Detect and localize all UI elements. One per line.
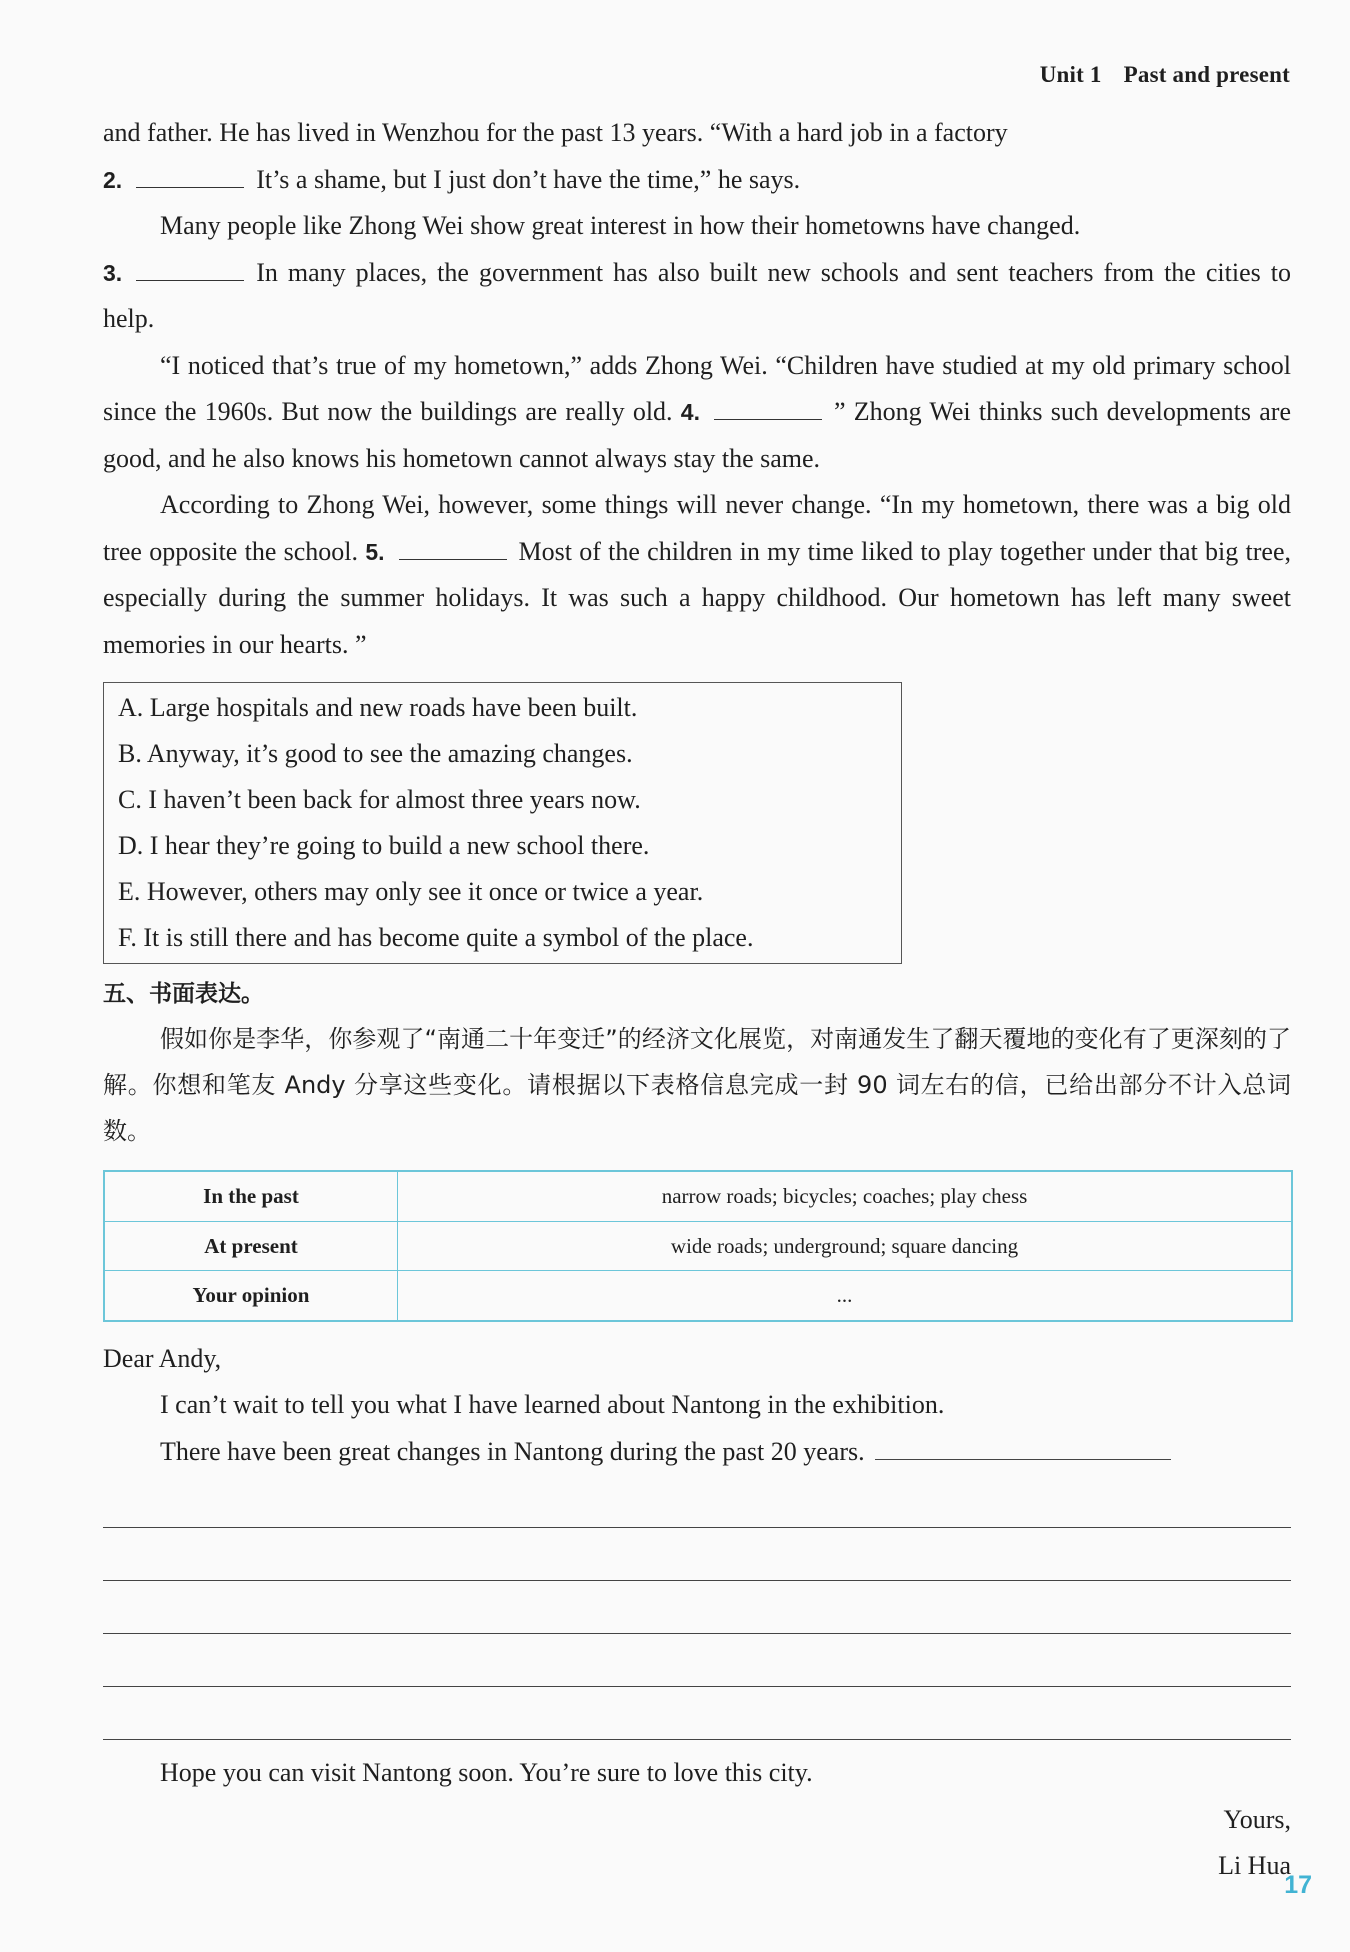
writing-line[interactable] [103,1634,1291,1687]
table-row [104,1271,1292,1321]
passage-paragraph-2 [103,203,1291,250]
passage-text: Most of the children in my time liked to play together under that big tree, especially during the summer holidays. It was such a happy childhood. Our hometown has left many sweet memories in our hearts. ” [103,536,1292,659]
passage-text: “I noticed that’s true of my hometown,” adds Zhong Wei. “Children have studied at my old primary school since the 1960s. But now the buildings are really old. [103,350,1291,426]
option-item: A. Large hospitals and new roads have been built. [118,693,638,722]
page-content [103,110,1291,1890]
option-item: B. Anyway, it’s good to see the amazing changes. [118,739,633,768]
answer-blank-3[interactable] [136,258,244,281]
letter-line: I can’t wait to tell you what I have learned about Nantong in the exhibition. [160,1390,945,1419]
passage-text: It’s a shame, but I just don’t have the time,” he says. [256,164,801,194]
option-item: F. It is still there and has become quite a symbol of the place. [118,923,754,952]
page-number: 17 [1284,1871,1312,1899]
page-header [1040,62,1290,88]
row-label: In the past [104,1171,398,1221]
passage-text: According to Zhong Wei, however, some things will never change. “In my hometown, there was a big old tree opposite the school. [103,490,1291,566]
answer-blank-2[interactable] [136,165,244,188]
row-value: ... [398,1271,1293,1321]
passage-paragraph-3 [103,343,1291,483]
option-item: E. However, others may only see it once or twice a year. [118,877,704,906]
writing-line[interactable] [103,1528,1291,1581]
row-label: Your opinion [104,1271,398,1321]
unit-title: Past and present [1123,62,1290,87]
writing-instructions: 假如你是李华，你参观了“南通二十年变迁”的经济文化展览，对南通发生了翻天覆地的变化有了更深刻的了解。你想和笔友 Andy 分享这些变化。请根据以下表格信息完成一封 90 词左右的信，已给出部分不计入总词数。 [103,1025,1291,1145]
letter-greeting: Dear Andy, [103,1343,222,1373]
letter-text: There have been great changes in Nantong during the past 20 years. [160,1436,865,1466]
section-title: 五、书面表达。 [103,981,264,1007]
table-row [104,1221,1292,1271]
question-number: 3. [103,259,123,286]
passage-text: and father. He has lived in Wenzhou for the past 13 years. “With a hard job in a factory [103,118,1008,147]
writing-line[interactable] [875,1435,1171,1460]
passage-text: In many places, the government has also built new schools and sent teachers from the cities to help. [103,257,1291,333]
writing-line[interactable] [103,1475,1291,1528]
letter-line [103,1429,1291,1476]
info-table [103,1170,1293,1322]
table-row [104,1171,1292,1221]
row-value: narrow roads; bicycles; coaches; play chess [398,1171,1293,1221]
answer-blank-5[interactable] [399,537,507,560]
passage-text: Many people like Zhong Wei show great interest in how their hometowns have changed. [160,211,1081,240]
options-box [103,682,902,964]
writing-line[interactable] [103,1581,1291,1634]
question-number: 4. [680,399,700,425]
passage-paragraph-1 [103,110,1291,203]
passage-paragraph-2b [103,250,1291,343]
option-item: C. I haven’t been back for almost three years now. [118,785,641,814]
question-number: 2. [103,166,123,193]
letter-signoff: Yours, [1223,1804,1291,1834]
question-number: 5. [365,538,385,565]
row-value: wide roads; underground; square dancing [398,1221,1293,1271]
letter-signature: Li Hua [1218,1851,1291,1880]
passage-text: ” Zhong Wei thinks such developments are good, and he also knows his hometown cannot always stay the same. [103,397,1291,473]
answer-blank-4[interactable] [714,397,822,420]
letter-closing: Hope you can visit Nantong soon. You’re sure to love this city. [160,1758,813,1787]
writing-line[interactable] [103,1687,1291,1740]
letter [103,1336,1291,1890]
passage-paragraph-4 [103,482,1291,668]
unit-label: Unit 1 [1039,62,1102,87]
row-label: At present [104,1221,398,1271]
option-item: D. I hear they’re going to build a new school there. [118,831,650,860]
